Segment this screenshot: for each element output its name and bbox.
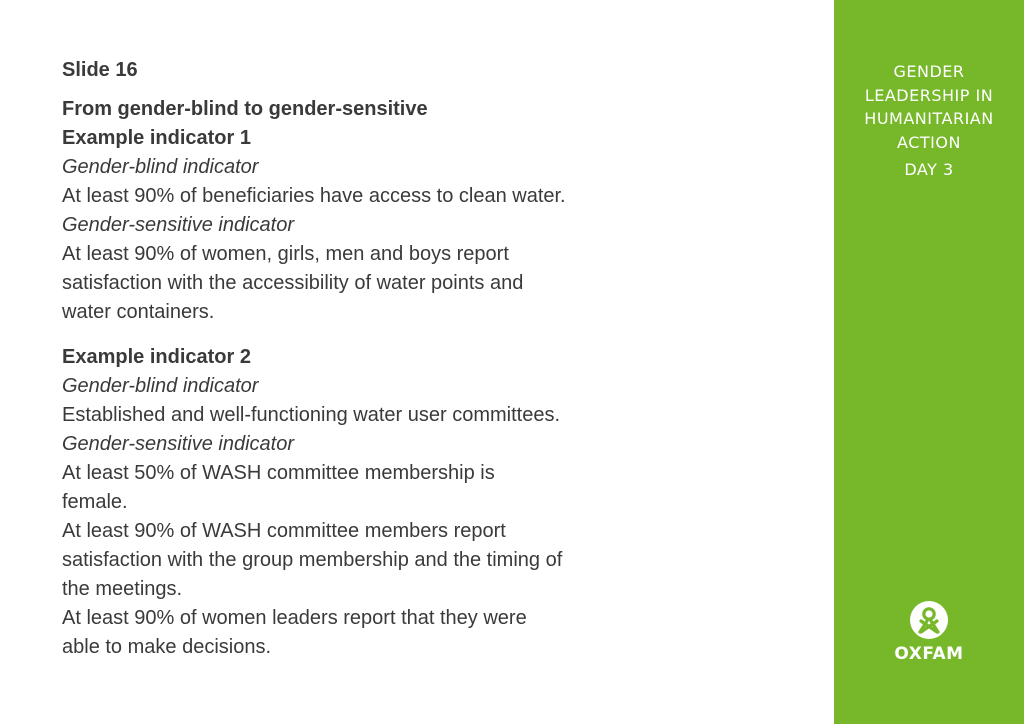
indicator-2-sensitive-line: satisfaction with the group membership and the timing of [62,549,563,571]
oxfam-logo [834,600,1024,664]
sidebar-title [834,60,1024,154]
slide-heading: From gender-blind to gender-sensitive [62,98,428,120]
oxfam-logo-text: OXFAM [894,644,964,664]
indicator-2-sensitive-line: At least 90% of WASH committee members report [62,520,506,542]
indicator-2-sensitive-line: At least 50% of WASH committee membership is [62,462,495,484]
section-spacer [62,327,642,343]
slide-number: Slide 16 [62,59,138,81]
indicator-1-sensitive-line: At least 90% of women, girls, men and boys report [62,243,509,265]
sidebar-title-line: ACTION [897,132,961,152]
indicator-1-sensitive-label: Gender-sensitive indicator [62,214,294,236]
indicator-1-blind-label: Gender-blind indicator [62,156,259,178]
indicator-1-sensitive-line: water containers. [62,301,215,323]
indicator-1-sensitive-line: satisfaction with the accessibility of water points and [62,272,524,294]
sidebar-panel [834,0,1024,724]
slide-content [62,57,642,662]
indicator-2-sensitive-line: able to make decisions. [62,636,272,658]
sidebar-day-label: DAY 3 [904,160,954,179]
sidebar-title-line: LEADERSHIP IN [864,85,994,105]
indicator-1-blind-text: At least 90% of beneficiaries have access to clean water. [62,185,566,207]
example-indicator-2-heading: Example indicator 2 [62,346,251,368]
indicator-2-sensitive-label: Gender-sensitive indicator [62,433,294,455]
sidebar-title-line: HUMANITARIAN [864,109,994,128]
indicator-2-sensitive-line: female. [62,491,128,513]
indicator-2-blind-label: Gender-blind indicator [62,375,259,397]
example-indicator-1-heading: Example indicator 1 [62,127,251,149]
indicator-2-sensitive-line: the meetings. [62,578,183,600]
oxfam-logo-icon [909,600,949,640]
sidebar-title-line: GENDER [893,62,965,81]
indicator-2-blind-text: Established and well-functioning water user committees. [62,404,561,426]
indicator-2-sensitive-line: At least 90% of women leaders report that they were [62,607,527,629]
